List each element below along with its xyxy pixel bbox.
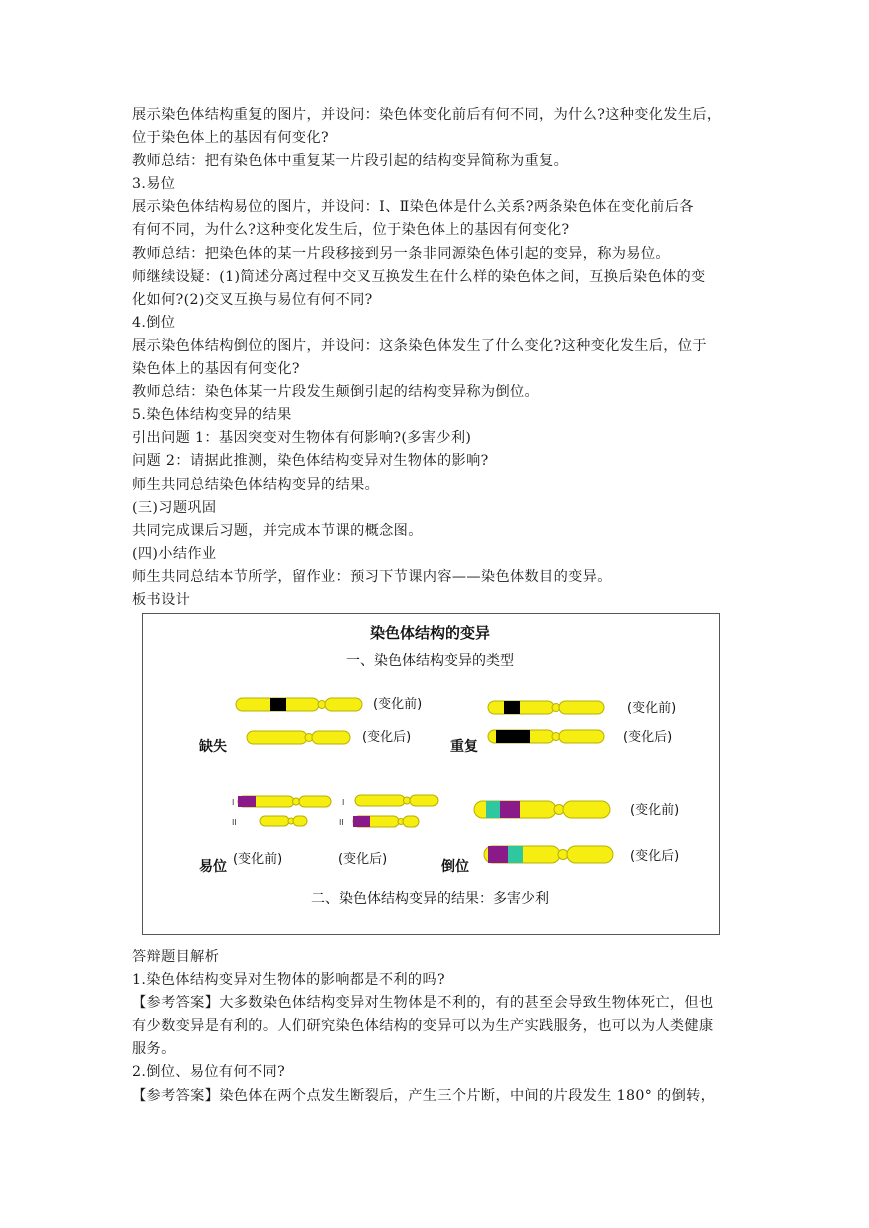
- roman-1-before: I: [232, 798, 235, 807]
- deletion-before-label: (变化前): [373, 697, 423, 712]
- inversion-before-chromosome: [474, 801, 610, 818]
- text-line: 师生共同总结本节所学，留作业：预习下节课内容——染色体数目的变异。: [132, 568, 612, 585]
- chromosome-diagram: [143, 614, 718, 933]
- body-text-bottom: [132, 946, 742, 1108]
- inversion-after-chromosome: [484, 846, 613, 863]
- section-heading: 4.倒位: [132, 314, 176, 331]
- inversion-before-label: (变化前): [630, 803, 680, 818]
- answer-line: 服务。: [132, 1041, 176, 1058]
- section-heading: (三)习题巩固: [132, 499, 217, 516]
- text-line: 染色体上的基因有何变化?: [132, 361, 300, 378]
- figure-result: 二、染色体结构变异的结果：多害少利: [311, 891, 549, 907]
- inversion-label: 倒位: [441, 859, 469, 875]
- blackboard-design-figure: [142, 613, 720, 935]
- deletion-label: 缺失: [199, 739, 227, 755]
- translocation-after-label: (变化后): [338, 852, 388, 867]
- duplication-before-chromosome: [488, 701, 604, 714]
- figure-title: 染色体结构的变异: [369, 624, 491, 642]
- section-heading: (四)小结作业: [132, 545, 217, 562]
- roman-2-after: II: [339, 818, 344, 827]
- text-line: 教师总结：染色体某一片段发生颠倒引起的结构变异称为倒位。: [132, 384, 540, 401]
- section-heading: 答辩题目解析: [132, 949, 220, 965]
- translocation-before-chr2: [260, 816, 307, 826]
- text-line: 展示染色体结构重复的图片，并设问：染色体变化前后有何不同，为什么?这种变化发生后，: [132, 107, 722, 123]
- answer-line: 有少数变异是有利的。人们研究染色体结构的变异可以为生产实践服务，也可以为人类健康: [132, 1018, 714, 1035]
- question-line: 1.染色体结构变异对生物体的影响都是不利的吗?: [132, 972, 445, 989]
- text-line: 共同完成课后习题，并完成本节课的概念图。: [132, 522, 423, 539]
- body-text-top: [132, 104, 742, 612]
- duplication-after-chromosome: [488, 730, 604, 743]
- roman-1-after: I: [342, 798, 345, 807]
- text-line: 教师总结：把有染色体中重复某一片段引起的结构变异简称为重复。: [132, 153, 569, 170]
- duplication-after-label: (变化后): [623, 730, 673, 745]
- text-line: 引出问题 1：基因突变对生物体有何影响?(多害少利): [132, 430, 472, 447]
- duplication-before-label: (变化前): [627, 701, 677, 716]
- deletion-after-label: (变化后): [362, 730, 412, 745]
- text-line: 问题 2：请据此推测，染色体结构变异对生物体的影响?: [132, 453, 489, 470]
- text-line: 化如何?(2)交叉互换与易位有何不同?: [132, 291, 373, 308]
- text-line: 教师总结：把染色体的某一片段移接到另一条非同源染色体引起的变异，称为易位。: [132, 245, 670, 262]
- section-heading: 3.易位: [132, 176, 176, 193]
- text-line: 展示染色体结构易位的图片，并设问：Ⅰ、Ⅱ染色体是什么关系?两条染色体在变化前后各: [132, 199, 694, 216]
- text-line: 师继续设疑：(1)简述分离过程中交叉互换发生在什么样的染色体之间，互换后染色体的变: [132, 268, 706, 285]
- answer-line: 【参考答案】染色体在两个点发生断裂后，产生三个片断，中间的片段发生 180° 的倒转，: [132, 1087, 716, 1104]
- translocation-label: 易位: [199, 859, 227, 875]
- section-heading: 板书设计: [132, 591, 191, 608]
- deletion-after-chromosome: [247, 731, 350, 744]
- section-heading: 5.染色体结构变异的结果: [132, 407, 292, 424]
- translocation-after-chr2: [353, 816, 419, 827]
- text-line: 位于染色体上的基因有何变化?: [132, 130, 329, 147]
- inversion-after-label: (变化后): [630, 849, 680, 864]
- figure-subtitle: 一、染色体结构变异的类型: [346, 653, 514, 669]
- question-line: 2.倒位、易位有何不同?: [132, 1064, 286, 1081]
- text-line: 有何不同，为什么?这种变化发生后，位于染色体上的基因有何变化?: [132, 222, 570, 239]
- duplication-label: 重复: [450, 739, 478, 755]
- text-line: 师生共同总结染色体结构变异的结果。: [132, 476, 380, 493]
- translocation-before-label: (变化前): [233, 852, 283, 867]
- translocation-after-chr1: [355, 795, 438, 806]
- translocation-before-chr1: [238, 796, 331, 807]
- deletion-before-chromosome: [236, 698, 362, 711]
- answer-line: 【参考答案】大多数染色体结构变异对生物体是不利的，有的甚至会导致生物体死亡，但也: [132, 995, 714, 1012]
- roman-2-before: II: [232, 818, 237, 827]
- text-line: 展示染色体结构倒位的图片，并设问：这条染色体发生了什么变化?这种变化发生后，位于: [132, 337, 707, 354]
